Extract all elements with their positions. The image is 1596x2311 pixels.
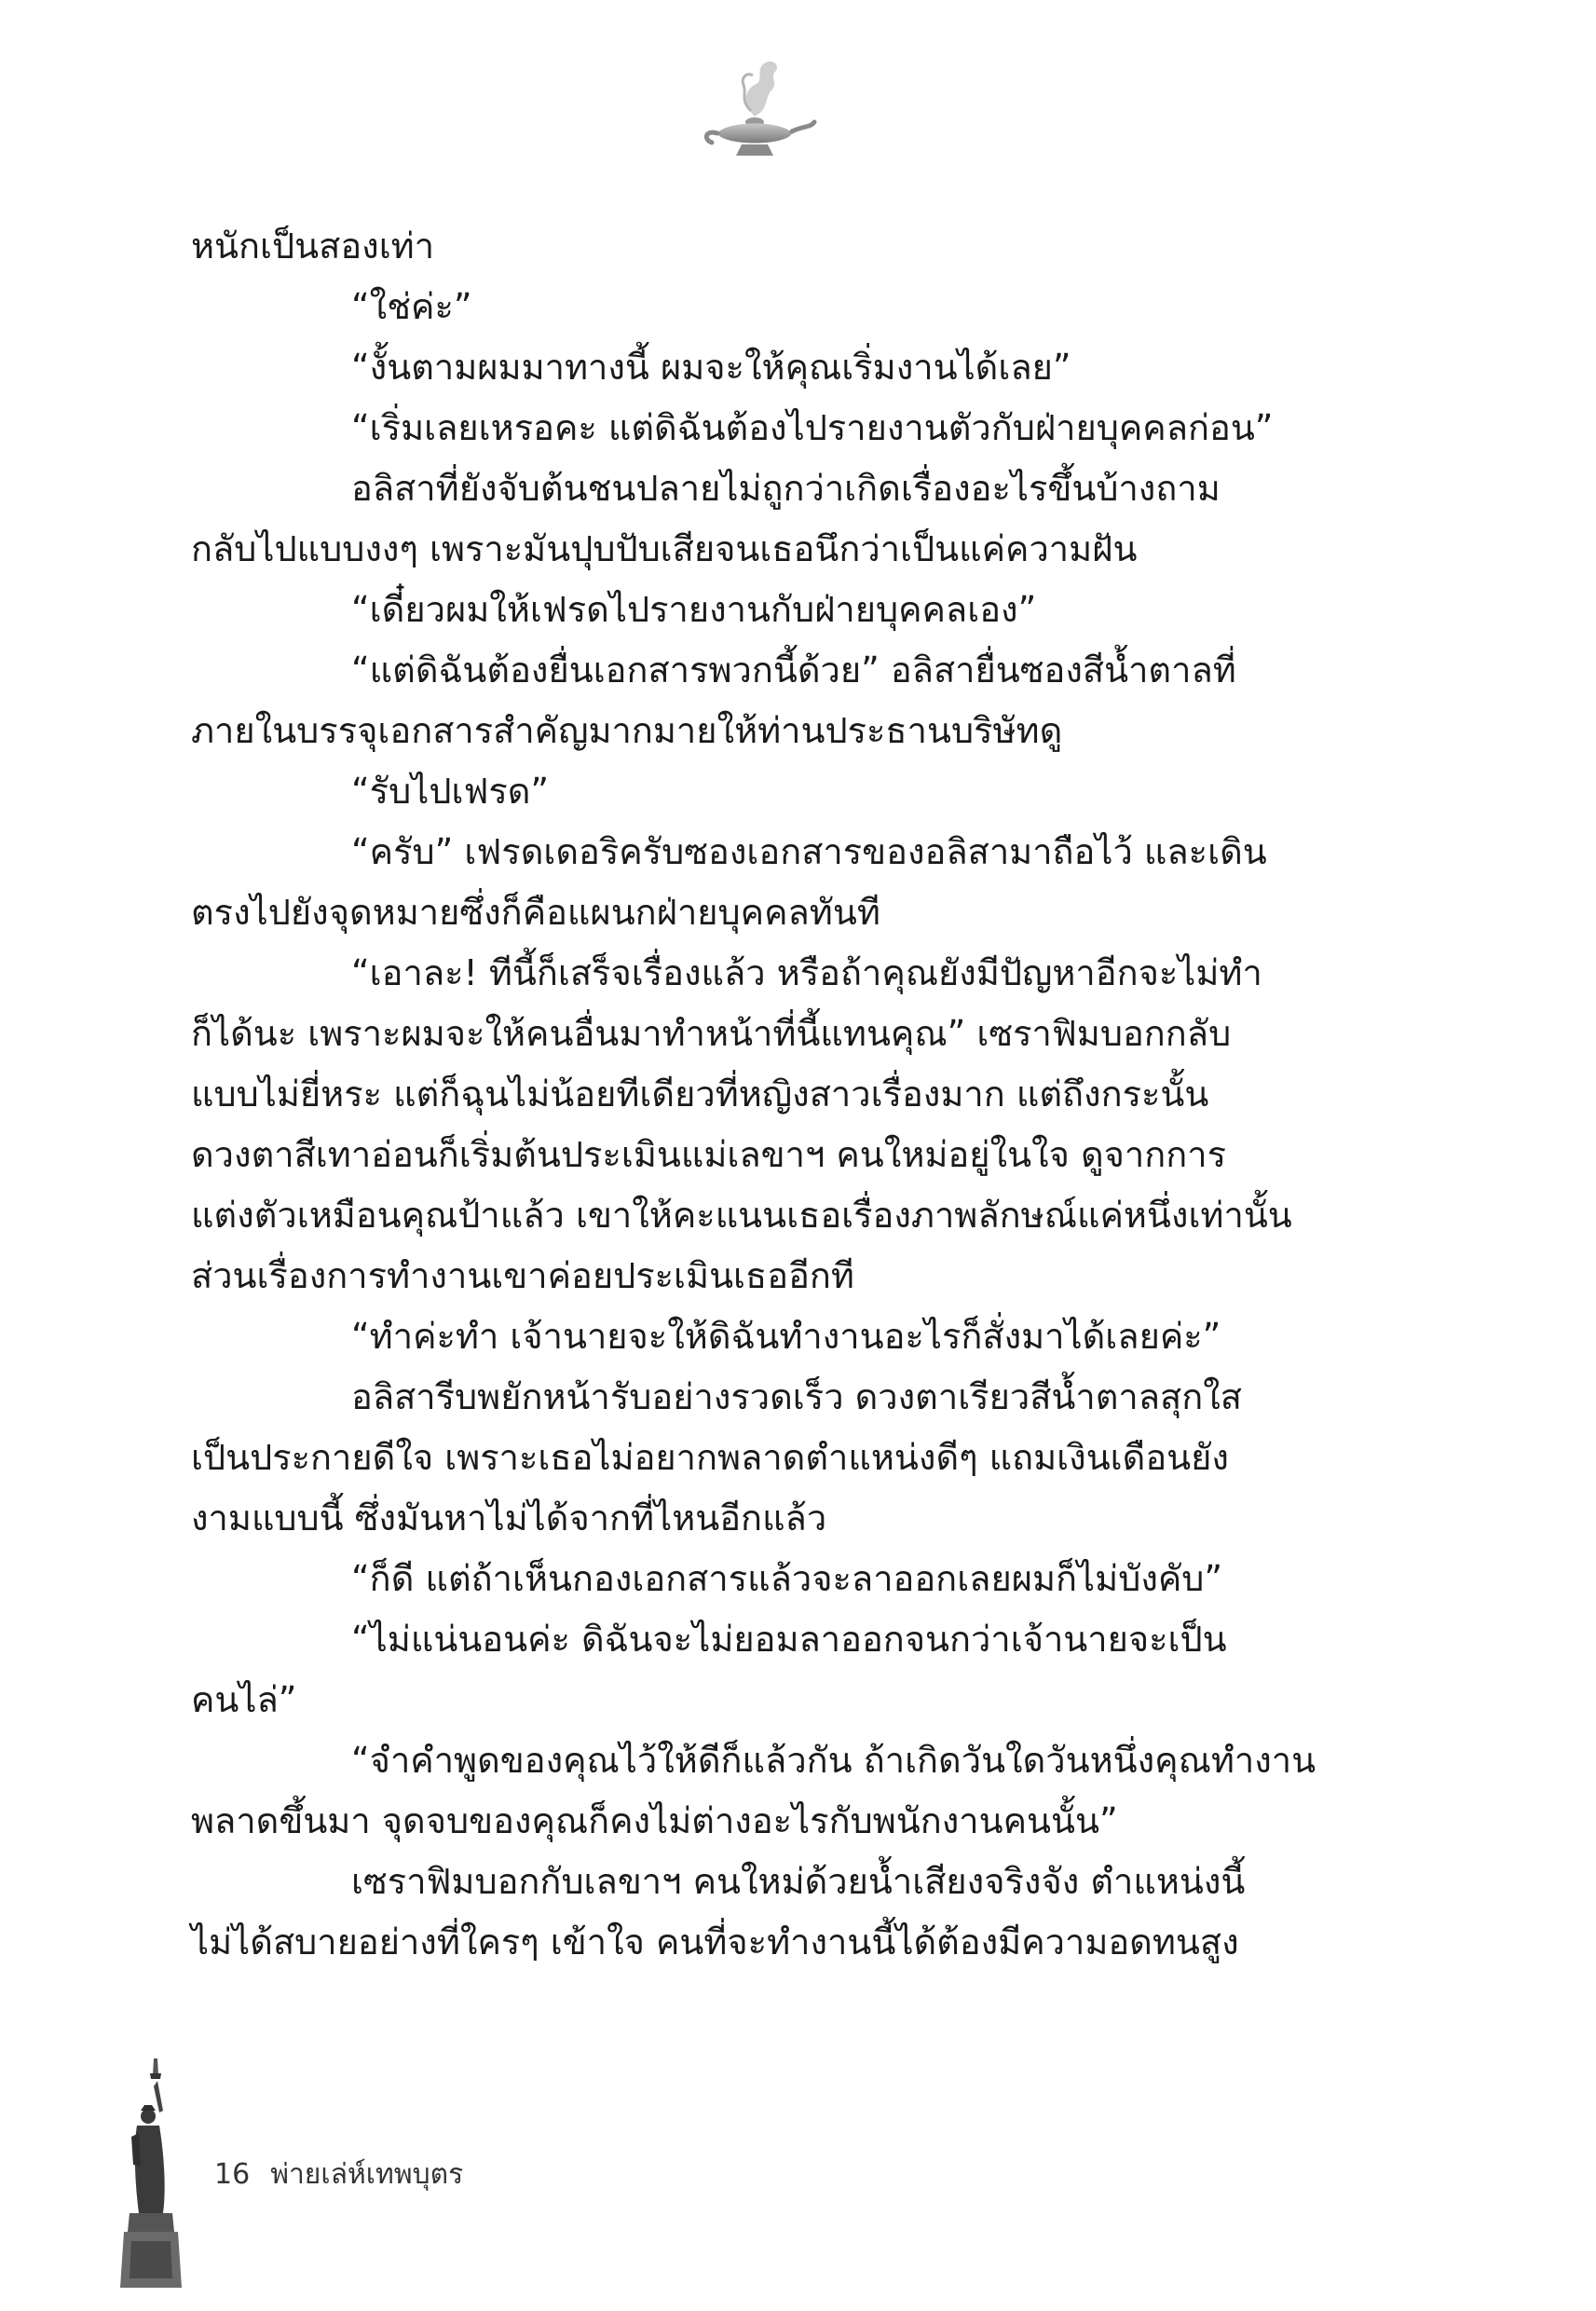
text-line: “เดี๋ยวผมให้เฟรดไปรายงานกับฝ่ายบุคคลเอง” — [351, 589, 1037, 630]
text-line: อลิสาที่ยังจับต้นชนปลายไม่ถูกว่าเกิดเรื่องอะไรขึ้นบ้างถาม — [351, 468, 1221, 509]
text-line: “ไม่แน่นอนค่ะ ดิฉันจะไม่ยอมลาออกจนกว่าเจ้านายจะเป็น — [351, 1619, 1227, 1660]
text-line: กลับไปแบบงงๆ เพราะมันปุบปับเสียจนเธอนึกว่าเป็นแค่ความฝัน — [191, 528, 1138, 569]
text-line: “แต่ดิฉันต้องยื่นเอกสารพวกนี้ด้วย” อลิสายื่นซองสีน้ำตาลที่ — [351, 650, 1236, 691]
text-line: คนไล่” — [191, 1679, 297, 1720]
text-line: ส่วนเรื่องการทำงานเขาค่อยประเมินเธออีกที — [191, 1255, 854, 1296]
text-line: “เอาละ! ทีนี้ก็เสร็จเรื่องแล้ว หรือถ้าคุณยังมีปัญหาอีกจะไม่ทำ — [351, 952, 1262, 993]
page-body — [191, 216, 1332, 2099]
text-line: หนักเป็นสองเท่า — [191, 226, 435, 267]
book-title: พ่ายเล่ห์เทพบุตร — [270, 2158, 464, 2191]
text-line: อลิสารีบพยักหน้ารับอย่างรวดเร็ว ดวงตาเรียวสีน้ำตาลสุกใส — [351, 1376, 1242, 1417]
statue-of-liberty-icon — [116, 2055, 196, 2292]
text-line: เซราฟิมบอกกับเลขาฯ คนใหม่ด้วยน้ำเสียงจริงจัง ตำแหน่งนี้ — [351, 1861, 1246, 1902]
text-line: ก็ได้นะ เพราะผมจะให้คนอื่นมาทำหน้าที่นี้แทนคุณ” เซราฟิมบอกกลับ — [191, 1013, 1232, 1054]
text-line: ดวงตาสีเทาอ่อนก็เริ่มต้นประเมินแม่เลขาฯ คนใหม่อยู่ในใจ ดูจากการ — [191, 1134, 1226, 1175]
text-line: “เริ่มเลยเหรอคะ แต่ดิฉันต้องไปรายงานตัวกับฝ่ายบุคคลก่อน” — [351, 407, 1274, 448]
page-footer — [214, 2153, 484, 2196]
genie-lamp-icon — [689, 51, 820, 172]
text-line: งามแบบนี้ ซึ่งมันหาไม่ได้จากที่ไหนอีกแล้ว — [191, 1497, 827, 1538]
text-line: แต่งตัวเหมือนคุณป้าแล้ว เขาให้คะแนนเธอเรื่องภาพลักษณ์แค่หนึ่งเท่านั้น — [191, 1195, 1292, 1236]
text-line: “รับไปเฟรด” — [351, 771, 550, 812]
text-line: ตรงไปยังจุดหมายซึ่งก็คือแผนกฝ่ายบุคคลทันที — [191, 892, 880, 933]
text-line: “ก็ดี แต่ถ้าเห็นกองเอกสารแล้วจะลาออกเลยผมก็ไม่บังคับ” — [351, 1558, 1223, 1599]
page-number: 16 — [214, 2158, 251, 2191]
text-line: “ใช่ค่ะ” — [351, 286, 472, 327]
text-line: ไม่ได้สบายอย่างที่ใครๆ เข้าใจ คนที่จะทำงานนี้ได้ต้องมีความอดทนสูง — [191, 1921, 1239, 1962]
text-line: “งั้นตามผมมาทางนี้ ผมจะให้คุณเริ่มงานได้เลย” — [351, 347, 1071, 388]
text-line: พลาดขึ้นมา จุดจบของคุณก็คงไม่ต่างอะไรกับพนักงานคนนั้น” — [191, 1800, 1118, 1841]
text-line: “จำคำพูดของคุณไว้ให้ดีก็แล้วกัน ถ้าเกิดวันใดวันหนึ่งคุณทำงาน — [351, 1740, 1316, 1781]
text-line: เป็นประกายดีใจ เพราะเธอไม่อยากพลาดตำแหน่งดีๆ แถมเงินเดือนยัง — [191, 1437, 1229, 1478]
text-line: “ทำค่ะทำ เจ้านายจะให้ดิฉันทำงานอะไรก็สั่งมาได้เลยค่ะ” — [351, 1316, 1221, 1357]
text-line: ภายในบรรจุเอกสารสำคัญมากมายให้ท่านประธานบริษัทดู — [191, 710, 1063, 751]
text-line: แบบไม่ยี่หระ แต่ก็ฉุนไม่น้อยทีเดียวที่หญิงสาวเรื่องมาก แต่ถึงกระนั้น — [191, 1073, 1209, 1114]
text-line: “ครับ” เฟรดเดอริครับซองเอกสารของอลิสามาถือไว้ และเดิน — [351, 831, 1267, 872]
